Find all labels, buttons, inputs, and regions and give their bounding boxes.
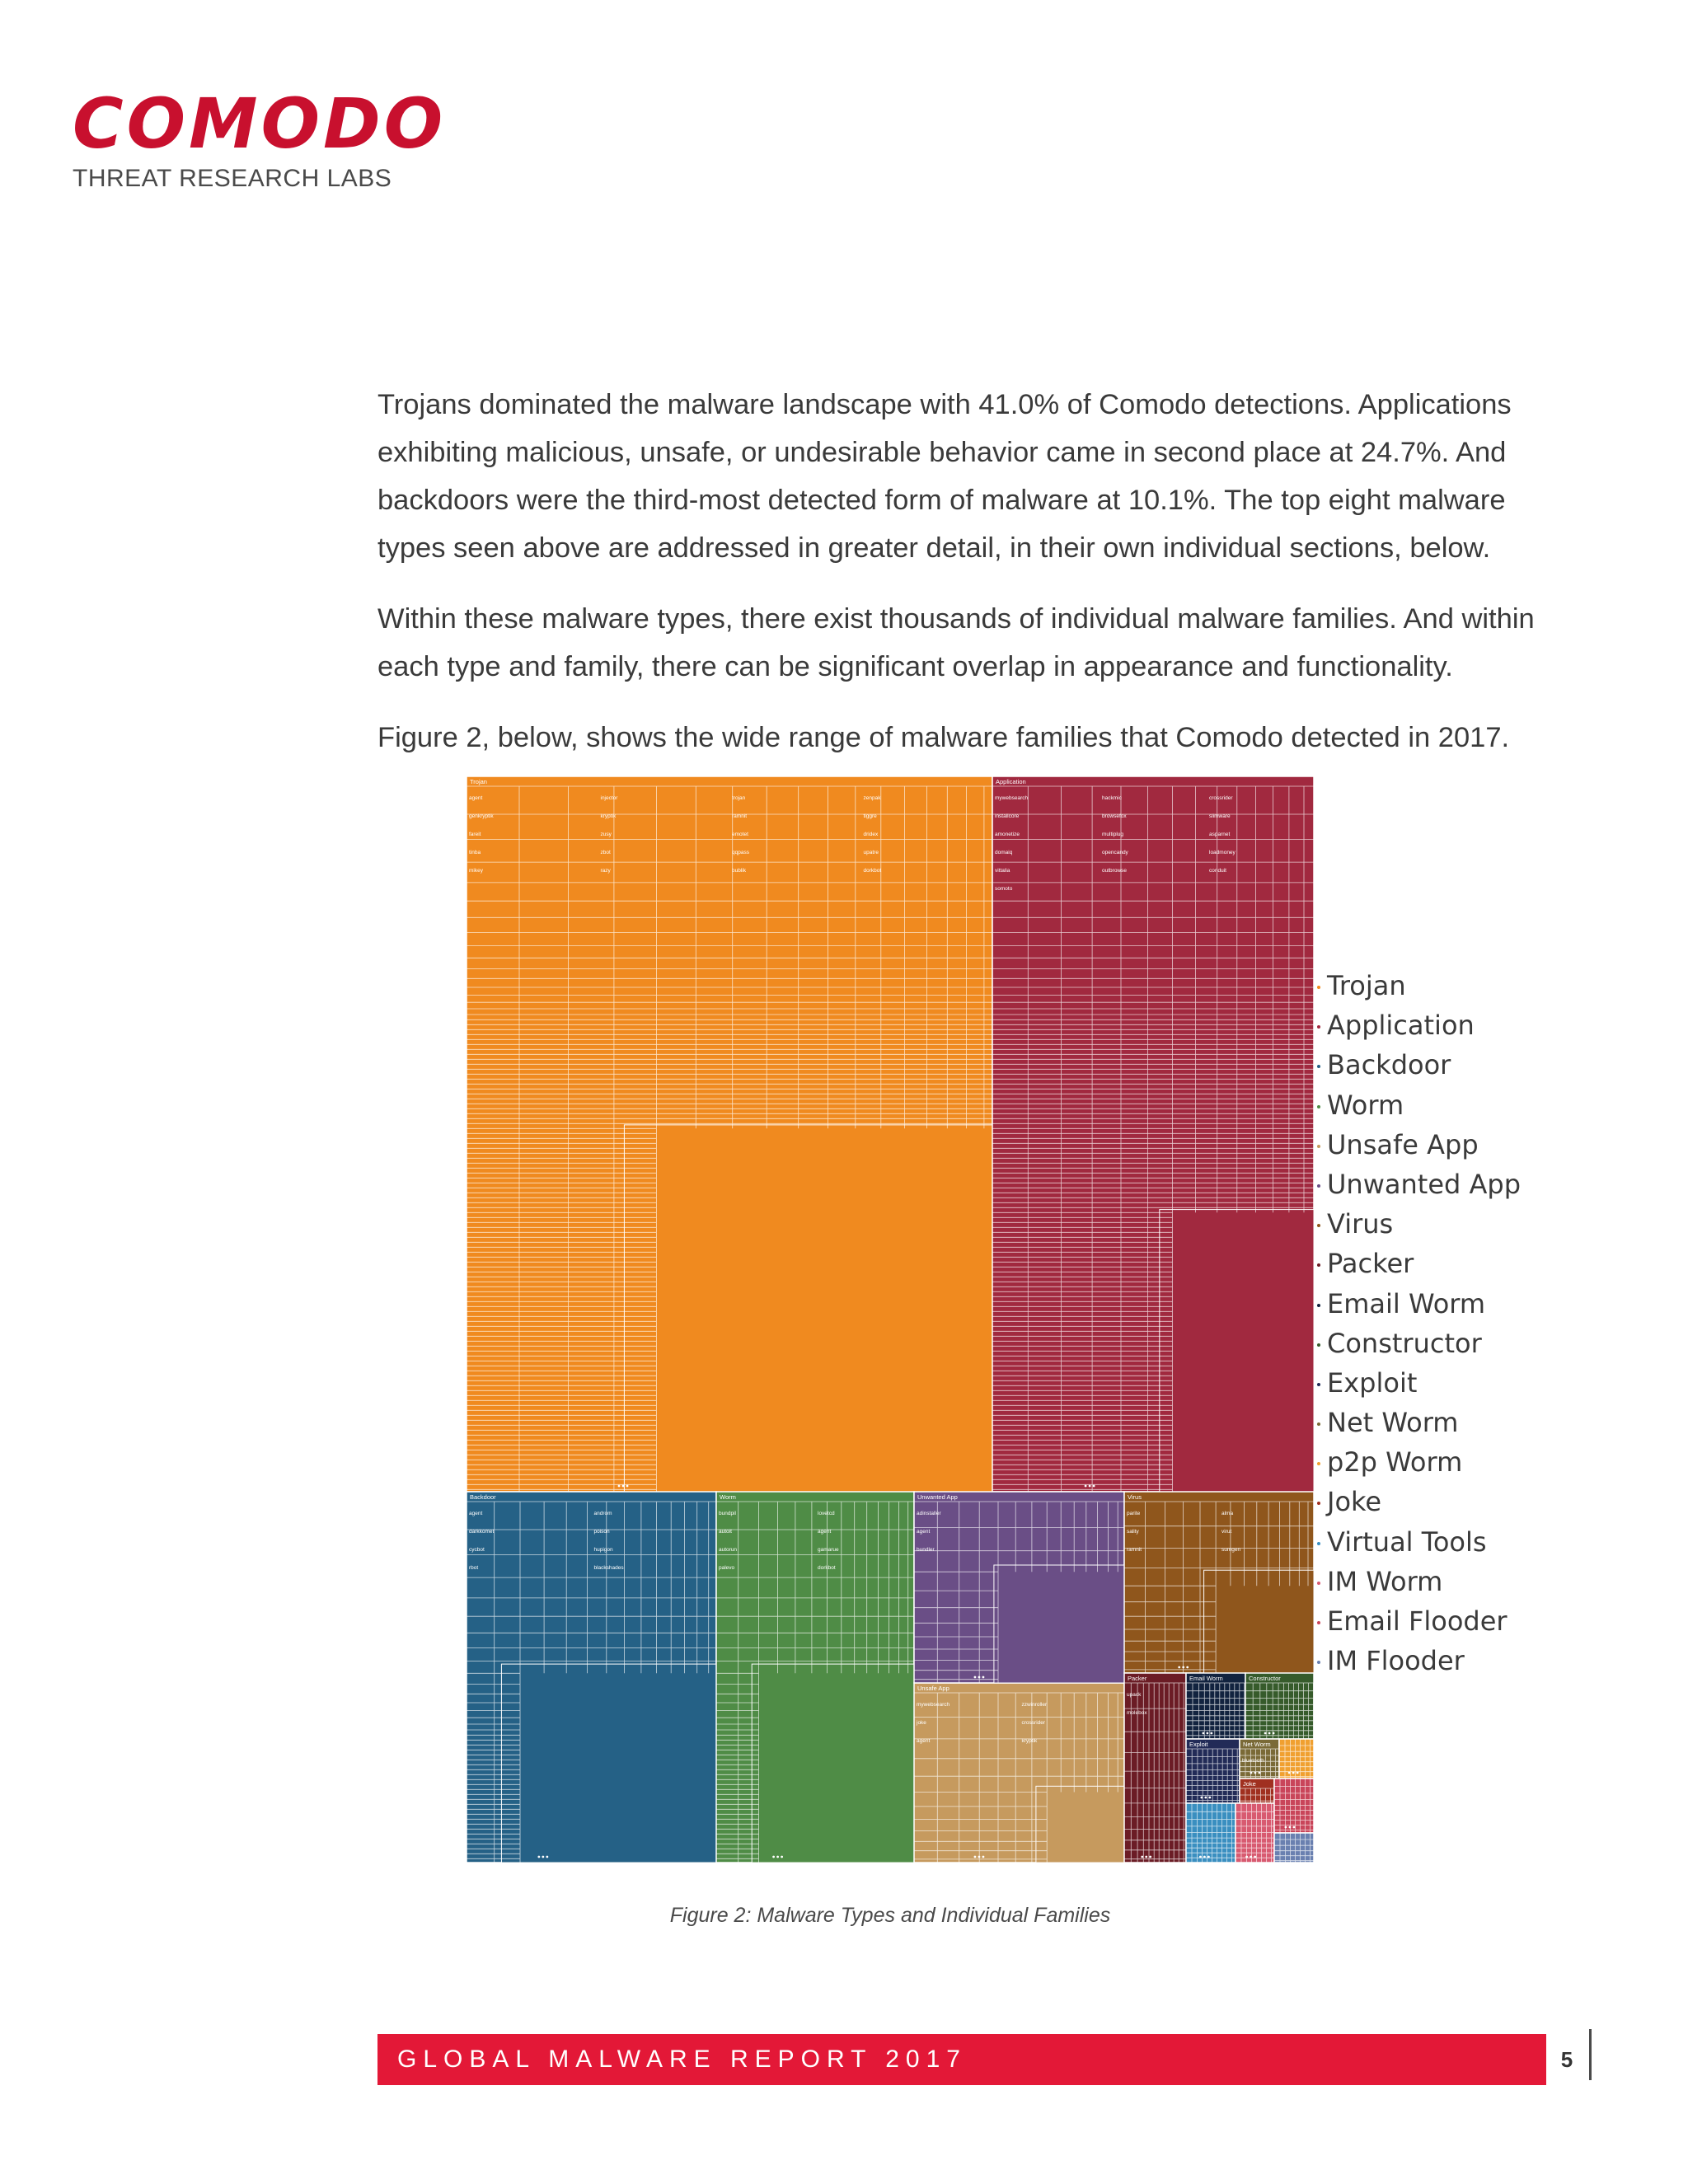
page-divider xyxy=(1589,2029,1592,2080)
treemap-more-dot xyxy=(974,1856,977,1858)
figure-caption: Figure 2: Malware Types and Individual Families xyxy=(669,1904,1111,1927)
footer-bar xyxy=(377,2034,1546,2085)
treemap-more-dot xyxy=(978,1676,981,1679)
treemap-more-dot xyxy=(776,1856,779,1858)
treemap-family-label: opencandy xyxy=(1102,850,1128,855)
treemap-family-label: upack xyxy=(1127,1692,1142,1698)
treemap-largest-family xyxy=(994,1565,1124,1683)
legend-bullet-icon xyxy=(1317,1542,1320,1545)
legend-bullet-icon xyxy=(1317,1661,1320,1664)
treemap-tile-trojan xyxy=(467,776,992,1492)
legend-label: Virtual Tools xyxy=(1327,1526,1487,1558)
legend-item xyxy=(1317,966,1521,1005)
treemap-family-label: installcore xyxy=(995,813,1020,819)
legend-label: Virus xyxy=(1327,1208,1394,1240)
treemap-family-label: bundler xyxy=(917,1547,935,1553)
treemap-more-dot xyxy=(1200,1797,1203,1799)
treemap-more-dot xyxy=(1268,1732,1271,1735)
treemap-tile-backdoor xyxy=(467,1492,716,1863)
treemap-family-label: razy xyxy=(600,868,611,874)
treemap-family-label: dorkbot xyxy=(863,868,882,874)
legend-item xyxy=(1317,1204,1521,1244)
treemap-tile-joke xyxy=(1240,1779,1274,1803)
treemap-family-label: somoto xyxy=(995,886,1013,892)
treemap-family-label: autoit xyxy=(719,1529,732,1535)
treemap-family-label: sumgen xyxy=(1221,1547,1241,1553)
legend-label: Joke xyxy=(1327,1486,1382,1518)
treemap-tile-unsafe-app xyxy=(914,1683,1124,1863)
legend-item xyxy=(1317,1284,1521,1324)
treemap-family-label: kryptik xyxy=(1021,1738,1038,1744)
treemap-family-label: crossrider xyxy=(1209,795,1233,801)
legend-bullet-icon xyxy=(1317,1621,1320,1624)
treemap-more-dot xyxy=(1250,1772,1253,1774)
treemap-family-label: zenpak xyxy=(863,795,881,801)
treemap-family-label: mywebsearch xyxy=(995,795,1029,801)
treemap-family-label: androm xyxy=(593,1511,612,1516)
treemap-family-label: poison xyxy=(593,1529,610,1535)
treemap-family-label: hackmic xyxy=(1102,795,1122,801)
treemap-tile-label: Constructor xyxy=(1249,1675,1281,1682)
treemap-family-label: parite xyxy=(1127,1511,1141,1516)
treemap-tile-label: Unwanted App xyxy=(917,1493,958,1501)
treemap-tile-im-flooder xyxy=(1274,1833,1314,1863)
treemap-tile-background xyxy=(1124,1673,1186,1863)
treemap-family-label: joke xyxy=(917,1720,926,1726)
treemap-family-label: zzwinroller xyxy=(1021,1702,1048,1708)
treemap-family-label: ramnit xyxy=(732,813,748,819)
legend-bullet-icon xyxy=(1317,1343,1320,1347)
legend-bullet-icon xyxy=(1317,1304,1320,1307)
body-paragraph: Trojans dominated the malware landscape with 41.0% of Comodo detections. Applications exhibiting malicious, unsafe, or undesirable behavior came in second place at 24.7%. And backdoors were the third-most detected form of malware at 10.1%. The top eight malware types seen above are addressed in greater detail, in their own individual sections, below. xyxy=(377,389,1512,564)
treemap-more-dot xyxy=(978,1856,981,1858)
body-text xyxy=(377,381,1548,785)
treemap-family-label: agent xyxy=(818,1529,832,1535)
treemap-largest-family xyxy=(1204,1570,1314,1673)
treemap-family-label: tinba xyxy=(469,850,481,855)
legend-item xyxy=(1317,1482,1521,1521)
legend-bullet-icon xyxy=(1317,1145,1320,1148)
treemap-family-label: agent xyxy=(917,1738,931,1744)
legend-label: Trojan xyxy=(1327,970,1406,1001)
treemap-family-label: darkkomet xyxy=(469,1529,495,1535)
treemap-more-dot xyxy=(1288,1772,1291,1774)
treemap-tile-im-worm xyxy=(1236,1803,1274,1863)
treemap-more-dot xyxy=(1149,1856,1151,1858)
treemap-more-dot xyxy=(1203,1856,1206,1858)
treemap-tile-label: Trojan xyxy=(470,778,487,785)
treemap-family-label: mikey xyxy=(469,868,483,874)
footer-report-title: GLOBAL MALWARE REPORT 2017 xyxy=(397,2046,967,2073)
treemap-family-label: blackshades xyxy=(593,1565,624,1571)
treemap-tile-label: Joke xyxy=(1243,1780,1256,1788)
legend-label: Net Worm xyxy=(1327,1407,1459,1439)
treemap-family-label: alma xyxy=(1221,1511,1234,1516)
legend-item xyxy=(1317,1244,1521,1283)
legend-label: Exploit xyxy=(1327,1366,1418,1399)
treemap-more-dot xyxy=(618,1485,621,1488)
treemap-family-label: adinstaller xyxy=(917,1511,941,1516)
treemap-more-dot xyxy=(1093,1485,1095,1488)
treemap-more-dot xyxy=(772,1856,775,1858)
treemap-family-label: palevo xyxy=(719,1565,735,1571)
body-paragraph: Figure 2, below, shows the wide range of malware families that Comodo detected in 2017. xyxy=(377,722,1510,753)
legend-item xyxy=(1317,1045,1521,1085)
treemap-family-label: emotet xyxy=(732,832,748,837)
treemap-tile-label: Worm xyxy=(720,1493,736,1501)
treemap-family-label: gamarue xyxy=(818,1547,839,1553)
legend-label: IM Worm xyxy=(1327,1565,1443,1597)
treemap-family-label: agent xyxy=(469,795,483,801)
treemap-family-label: slimware xyxy=(1209,813,1231,819)
treemap-family-label: crossrider xyxy=(1021,1720,1046,1726)
treemap-more-dot xyxy=(1293,1826,1296,1829)
treemap-more-dot xyxy=(1206,1732,1208,1735)
legend-label: p2p Worm xyxy=(1327,1446,1463,1479)
treemap-more-dot xyxy=(1273,1732,1275,1735)
legend-label: IM Flooder xyxy=(1327,1645,1465,1677)
treemap-more-dot xyxy=(542,1856,544,1858)
treemap-family-label: ramnit xyxy=(1127,1547,1142,1553)
treemap-more-dot xyxy=(1204,1797,1207,1799)
treemap-tile-virus xyxy=(1124,1492,1314,1673)
treemap-family-label: zbot xyxy=(600,850,611,855)
legend-label: Worm xyxy=(1327,1089,1404,1121)
legend-item xyxy=(1317,1522,1521,1562)
treemap-family-label: molebox xyxy=(1127,1710,1147,1716)
treemap-tile-application xyxy=(992,776,1314,1492)
legend-item xyxy=(1317,1125,1521,1165)
treemap-more-dot xyxy=(1199,1856,1202,1858)
treemap-more-dot xyxy=(1089,1485,1091,1488)
treemap-more-dot xyxy=(1285,1826,1287,1829)
treemap-more-dot xyxy=(982,1856,985,1858)
treemap-family-label: asparnet xyxy=(1209,832,1231,837)
legend-bullet-icon xyxy=(1317,1065,1320,1068)
treemap-family-label: amonetize xyxy=(995,832,1020,837)
page-number: 5 xyxy=(1560,2047,1573,2072)
treemap-more-dot xyxy=(622,1485,625,1488)
legend-item xyxy=(1317,1165,1521,1204)
treemap-family-label: trojan xyxy=(732,795,746,801)
treemap-tile-label: Packer xyxy=(1128,1675,1147,1682)
treemap-legend xyxy=(1317,966,1521,1680)
legend-label: Unsafe App xyxy=(1327,1128,1479,1160)
legend-item xyxy=(1317,1601,1521,1641)
treemap-largest-family xyxy=(1036,1786,1124,1863)
treemap-family-label: agent xyxy=(917,1529,931,1535)
treemap-family-label: dridex xyxy=(863,832,879,837)
treemap-family-label: genkryptik xyxy=(469,813,494,819)
legend-item xyxy=(1317,1085,1521,1125)
treemap-tile-email-flooder xyxy=(1274,1779,1314,1833)
treemap-more-dot xyxy=(1208,1797,1211,1799)
treemap-more-dot xyxy=(1259,1772,1261,1774)
legend-item xyxy=(1317,1324,1521,1363)
treemap-more-dot xyxy=(1254,1772,1257,1774)
treemap-family-label: bluetooth xyxy=(1242,1758,1264,1764)
treemap-more-dot xyxy=(1245,1856,1248,1858)
treemap-family-label: kryptik xyxy=(600,813,617,819)
treemap-more-dot xyxy=(982,1676,985,1679)
treemap-more-dot xyxy=(1145,1856,1147,1858)
legend-label: Constructor xyxy=(1327,1327,1482,1359)
treemap-largest-family xyxy=(624,1125,992,1492)
treemap-family-label: hupigon xyxy=(593,1547,613,1553)
treemap-tile-label: Exploit xyxy=(1189,1741,1208,1748)
treemap-more-dot xyxy=(1141,1856,1143,1858)
malware-treemap xyxy=(467,776,1314,1863)
legend-label: Packer xyxy=(1327,1248,1414,1280)
treemap-more-dot xyxy=(1182,1666,1184,1669)
legend-bullet-icon xyxy=(1317,1422,1320,1426)
legend-item xyxy=(1317,1442,1521,1482)
treemap-tile-constructor xyxy=(1245,1673,1314,1739)
treemap-largest-family xyxy=(752,1664,914,1863)
treemap-family-label: virut xyxy=(1221,1529,1232,1535)
treemap-family-label: fareit xyxy=(469,832,481,837)
legend-bullet-icon xyxy=(1317,1383,1320,1386)
treemap-tile-label: Backdoor xyxy=(470,1493,496,1501)
treemap-more-dot xyxy=(546,1856,548,1858)
body-paragraph: Within these malware types, there exist thousands of individual malware families. And within each type and family, there can be significant overlap in appearance and functionality. xyxy=(377,603,1535,682)
treemap-family-label: upatre xyxy=(863,850,879,855)
treemap-more-dot xyxy=(1207,1856,1210,1858)
treemap-more-dot xyxy=(1202,1732,1204,1735)
treemap-tile-label: Unsafe App xyxy=(917,1685,950,1692)
treemap-tile-label: Email Worm xyxy=(1189,1675,1223,1682)
legend-bullet-icon xyxy=(1317,1025,1320,1029)
legend-bullet-icon xyxy=(1317,1502,1320,1505)
legend-label: Application xyxy=(1327,1010,1475,1042)
treemap-more-dot xyxy=(1292,1772,1295,1774)
treemap-family-label: browsefox xyxy=(1102,813,1127,819)
treemap-more-dot xyxy=(1296,1772,1299,1774)
treemap-family-label: dorkbot xyxy=(818,1565,836,1571)
treemap-tile-virtual-tools xyxy=(1186,1803,1236,1863)
legend-bullet-icon xyxy=(1317,1582,1320,1585)
legend-label: Email Worm xyxy=(1327,1287,1486,1319)
treemap-family-label: bundpil xyxy=(719,1511,736,1516)
legend-item xyxy=(1317,1005,1521,1045)
treemap-family-label: qqpass xyxy=(732,850,749,855)
treemap-family-label: outbrowse xyxy=(1102,868,1127,874)
legend-item xyxy=(1317,1363,1521,1403)
logo-subtitle: THREAT RESEARCH LABS xyxy=(73,165,392,192)
treemap-family-label: vittalia xyxy=(995,868,1010,874)
legend-bullet-icon xyxy=(1317,1184,1320,1188)
treemap-family-label: rbot xyxy=(469,1565,479,1571)
treemap-tile-label: Net Worm xyxy=(1243,1741,1271,1748)
treemap-more-dot xyxy=(626,1485,629,1488)
treemap-family-label: loadmoney xyxy=(1209,850,1236,855)
treemap-tile-label: Application xyxy=(996,778,1026,785)
treemap-more-dot xyxy=(1178,1666,1180,1669)
legend-label: Email Flooder xyxy=(1327,1605,1507,1637)
legend-label: Backdoor xyxy=(1327,1049,1451,1081)
treemap-more-dot xyxy=(1186,1666,1189,1669)
treemap-tile-packer xyxy=(1124,1673,1186,1863)
legend-item xyxy=(1317,1562,1521,1601)
treemap-tile-background xyxy=(1186,1803,1236,1863)
legend-bullet-icon xyxy=(1317,986,1320,989)
treemap-more-dot xyxy=(1264,1732,1267,1735)
treemap-more-dot xyxy=(1210,1732,1212,1735)
treemap-family-label: agent xyxy=(469,1511,483,1516)
treemap-more-dot xyxy=(1085,1485,1087,1488)
treemap-tile-unwanted-app xyxy=(914,1492,1124,1683)
treemap-tile-email-worm xyxy=(1186,1673,1245,1739)
treemap-family-label: injector xyxy=(600,795,618,801)
treemap-family-label: sality xyxy=(1127,1529,1139,1535)
legend-item xyxy=(1317,1403,1521,1442)
comodo-logo xyxy=(73,83,447,193)
logo-wordmark: COMODO xyxy=(73,83,447,164)
treemap-more-dot xyxy=(537,1856,540,1858)
treemap-family-label: conduit xyxy=(1209,868,1226,874)
treemap-tile-worm xyxy=(716,1492,914,1863)
treemap-more-dot xyxy=(1250,1856,1252,1858)
treemap-family-label: cycbot xyxy=(469,1547,485,1553)
treemap-family-label: mywebsearch xyxy=(917,1702,950,1708)
legend-bullet-icon xyxy=(1317,1462,1320,1465)
treemap-family-label: autorun xyxy=(719,1547,738,1553)
treemap-family-label: tiggre xyxy=(863,813,877,819)
treemap-family-label: domaiq xyxy=(995,850,1013,855)
treemap-largest-family xyxy=(501,1664,716,1863)
treemap-family-label: multiplug xyxy=(1102,832,1124,837)
treemap-tile-label: Virus xyxy=(1128,1493,1142,1501)
legend-bullet-icon xyxy=(1317,1105,1320,1108)
legend-bullet-icon xyxy=(1317,1263,1320,1267)
legend-bullet-icon xyxy=(1317,1224,1320,1227)
treemap-largest-family xyxy=(1160,1210,1314,1492)
treemap-family-label: lovetcd xyxy=(818,1511,835,1516)
treemap-tile-net-worm xyxy=(1240,1739,1279,1779)
legend-label: Unwanted App xyxy=(1327,1168,1521,1200)
treemap-more-dot xyxy=(781,1856,783,1858)
treemap-family-label: zusy xyxy=(600,832,612,837)
treemap-more-dot xyxy=(1289,1826,1292,1829)
treemap-family-label: bublik xyxy=(732,868,746,874)
treemap-more-dot xyxy=(1254,1856,1256,1858)
treemap-more-dot xyxy=(974,1676,977,1679)
treemap-tile-exploit xyxy=(1186,1739,1240,1803)
treemap-tile-p2p-worm xyxy=(1279,1739,1314,1779)
legend-item xyxy=(1317,1641,1521,1680)
